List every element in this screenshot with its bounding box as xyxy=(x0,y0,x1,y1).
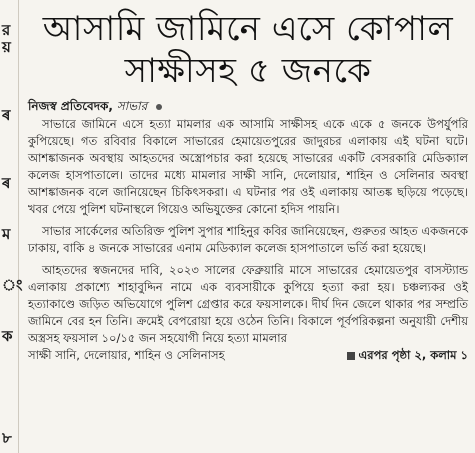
headline-line-1: আসামি জামিনে এসে কোপাল xyxy=(42,9,454,49)
last-line-text: সাক্ষী সানি, দেলোয়ার, শাহিন ও সেলিনাসহ xyxy=(28,348,225,362)
adjacent-column-clipped xyxy=(0,0,23,453)
headline xyxy=(28,8,468,92)
clipped-glyph: ক xyxy=(2,327,13,345)
byline-location: সাভার xyxy=(116,99,148,113)
bullet-dot-icon xyxy=(156,104,162,110)
clipped-glyph: য় xyxy=(2,38,11,56)
article-body xyxy=(28,116,468,364)
clipped-glyph: ৰ xyxy=(2,106,11,124)
square-bullet-icon xyxy=(347,352,355,360)
continuation-jump[interactable] xyxy=(347,347,469,364)
clipped-glyph: ং xyxy=(2,276,23,294)
clipped-glyph: ৮ xyxy=(2,429,12,447)
continuation-label: এরপর পৃষ্ঠা ২, কলাম ১ xyxy=(358,348,468,362)
clipped-glyph: ম xyxy=(2,225,11,243)
paragraph: সাভার সার্কেলের অতিরিক্ত পুলিশ সুপার শাহিনুর কবির জানিয়েছেন, গুরুতর আহত একজনকে ঢাকায়, বাকি ৪ জনকে সাভারের এনাম মেডিক্যাল কলেজ হাসপাতালে ভর্তি করা হয়েছে। xyxy=(28,224,468,255)
byline xyxy=(28,98,468,114)
byline-reporter: নিজস্ব প্রতিবেদক, xyxy=(28,99,113,113)
paragraph: সাভারে জামিনে এসে হত্যা মামলার এক আসামি সাক্ষীসহ একে একে ৫ জনকে উপর্যুপরি কুপিয়েছে। গত রবিবার বিকালে সাভারের হেমায়েতপুরের জাদুরচর এলাকায় এই ঘটনা ঘটে। আশঙ্কাজনক অবস্থায় আহতদের অস্ত্রোপচার করা হয়েছে সাভারের একটি বেসরকারি মেডিক্যাল কলেজ হাসপাতালে। তাদের মধ্যে মামলার সাক্ষী সানি, দেলোয়ার, শাহিন ও সেলিনার অবস্থা আশঙ্কাজনক বলে জানিয়েছেন চিকিৎসকরা। এ ঘটনার পর ওই এলাকায় আতঙ্ক ছড়িয়ে পড়েছে। খবর পেয়ে পুলিশ ঘটনাস্থলে গিয়েও অভিযুক্তের কোনো হদিস পায়নি। xyxy=(28,117,468,216)
paragraph: আহতদের স্বজনদের দাবি, ২০২৩ সালের ফেব্রুয়ারি মাসে সাভারের হেমায়েতপুর বাসস্ট্যান্ড এলাকায় প্রকাশ্যে শাহাবুদ্দিন নামে এক ব্যবসায়ীকে কুপিয়ে হত্যা করা হয়। চঞ্চল্যকর ওই হত্যাকাণ্ডে জড়িত অভিযোগে পুলিশ গ্রেপ্তার করে ফয়সালকে। দীর্ঘ দিন জেলে থাকার পর সম্প্রতি জামিনে বের হন তিনি। ক্রমেই বেপরোয়া হয়ে ওঠেন তিনি। বিকালে পূর্বপরিকল্পনা অনুযায়ী দেশীয় অস্ত্রসহ ফয়সাল ১০/১৫ জন সহযোগী নিয়ে হত্যা মামলার xyxy=(28,263,468,345)
headline-line-2: সাক্ষীসহ ৫ জনকে xyxy=(124,51,372,91)
news-article xyxy=(28,8,468,364)
clipped-glyph: ৰ xyxy=(2,174,11,192)
last-line-row xyxy=(28,347,468,364)
clipped-glyph: র xyxy=(2,21,11,39)
